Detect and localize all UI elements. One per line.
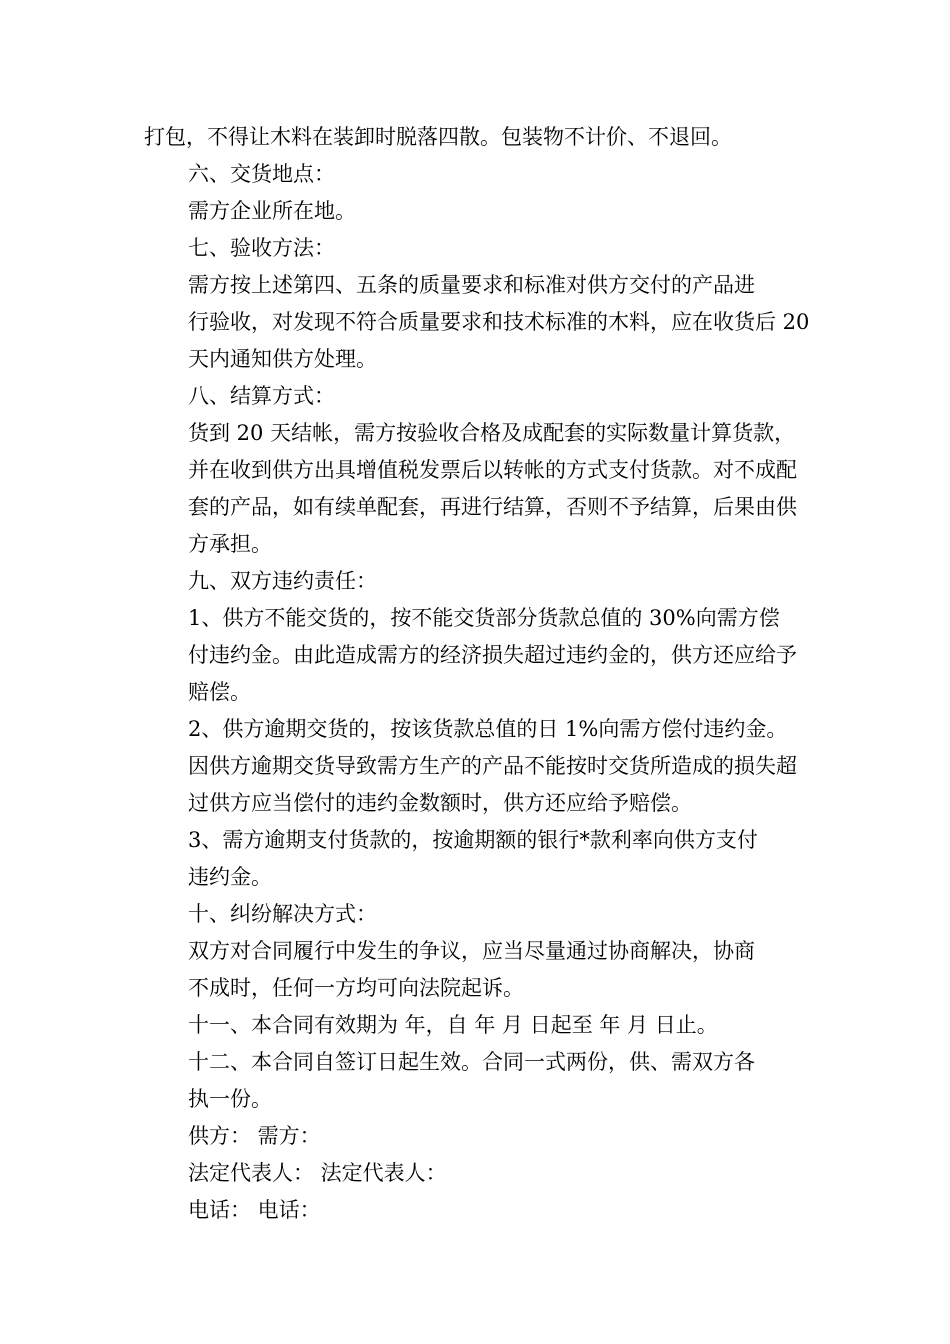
text-line: 九、双方违约责任： <box>188 569 377 593</box>
paragraph-p7 <box>144 415 824 563</box>
paragraph-p14 <box>144 1007 824 1044</box>
paragraph-p10 <box>144 711 824 822</box>
text-line: 打包，不得让木料在装卸时脱落四散。包装物不计价、不退回。 <box>144 125 732 149</box>
paragraph-p15 <box>144 1044 824 1118</box>
text-line: 过供方应当偿付的违约金数额时，供方还应给予赔偿。 <box>188 791 692 815</box>
text-line: 3、需方逾期支付货款的，按逾期额的银行*款利率向供方支付 <box>188 828 758 852</box>
text-line: 十二、本合同自签订日起生效。合同一式两份，供、需双方各 <box>188 1050 755 1074</box>
text-line: 十、纠纷解决方式： <box>188 902 377 926</box>
text-line: 行验收，对发现不符合质量要求和技术标准的木料，应在收货后 20 <box>188 310 810 334</box>
text-line: 违约金。 <box>188 865 272 889</box>
text-line: 不成时，任何一方均可向法院起诉。 <box>188 976 524 1000</box>
text-line: 双方对合同履行中发生的争议，应当尽量通过协商解决，协商 <box>188 939 755 963</box>
paragraph-p5 <box>144 267 824 378</box>
paragraph-p16 <box>144 1118 824 1155</box>
text-line: 法定代表人： 法定代表人： <box>188 1161 447 1185</box>
text-line: 六、交货地点： <box>188 162 335 186</box>
document-page <box>144 119 824 1229</box>
text-line: 需方按上述第四、五条的质量要求和标准对供方交付的产品进 <box>188 273 755 297</box>
text-line: 赔偿。 <box>188 680 251 704</box>
paragraph-p11 <box>144 822 824 896</box>
text-line: 供方： 需方： <box>188 1124 321 1148</box>
text-line: 付违约金。由此造成需方的经济损失超过违约金的，供方还应给予 <box>188 643 797 667</box>
text-line: 执一份。 <box>188 1087 272 1111</box>
paragraph-p8 <box>144 563 824 600</box>
text-line: 1、供方不能交货的，按不能交货部分货款总值的 30%向需方偿 <box>188 606 780 630</box>
text-line: 2、供方逾期交货的，按该货款总值的日 1%向需方偿付违约金。 <box>188 717 788 741</box>
document-body <box>144 119 824 1229</box>
text-line: 天内通知供方处理。 <box>188 347 377 371</box>
paragraph-p9 <box>144 600 824 711</box>
paragraph-p18 <box>144 1192 824 1229</box>
paragraph-p12 <box>144 896 824 933</box>
paragraph-p6 <box>144 378 824 415</box>
paragraph-p2 <box>144 156 824 193</box>
text-line: 需方企业所在地。 <box>188 199 356 223</box>
paragraph-p13 <box>144 933 824 1007</box>
paragraph-p17 <box>144 1155 824 1192</box>
text-line: 方承担。 <box>188 532 272 556</box>
text-line: 套的产品，如有续单配套，再进行结算，否则不予结算，后果由供 <box>188 495 797 519</box>
text-line: 并在收到供方出具增值税发票后以转帐的方式支付货款。对不成配 <box>188 458 797 482</box>
text-line: 货到 20 天结帐，需方按验收合格及成配套的实际数量计算货款， <box>188 421 796 445</box>
text-line: 电话： 电话： <box>188 1198 321 1222</box>
text-line: 七、验收方法： <box>188 236 335 260</box>
text-line: 八、结算方式： <box>188 384 335 408</box>
paragraph-p3 <box>144 193 824 230</box>
paragraph-p1 <box>144 119 824 156</box>
text-line: 十一、本合同有效期为 年，自 年 月 日起至 年 月 日止。 <box>188 1013 718 1037</box>
paragraph-p4 <box>144 230 824 267</box>
text-line: 因供方逾期交货导致需方生产的产品不能按时交货所造成的损失超 <box>188 754 797 778</box>
